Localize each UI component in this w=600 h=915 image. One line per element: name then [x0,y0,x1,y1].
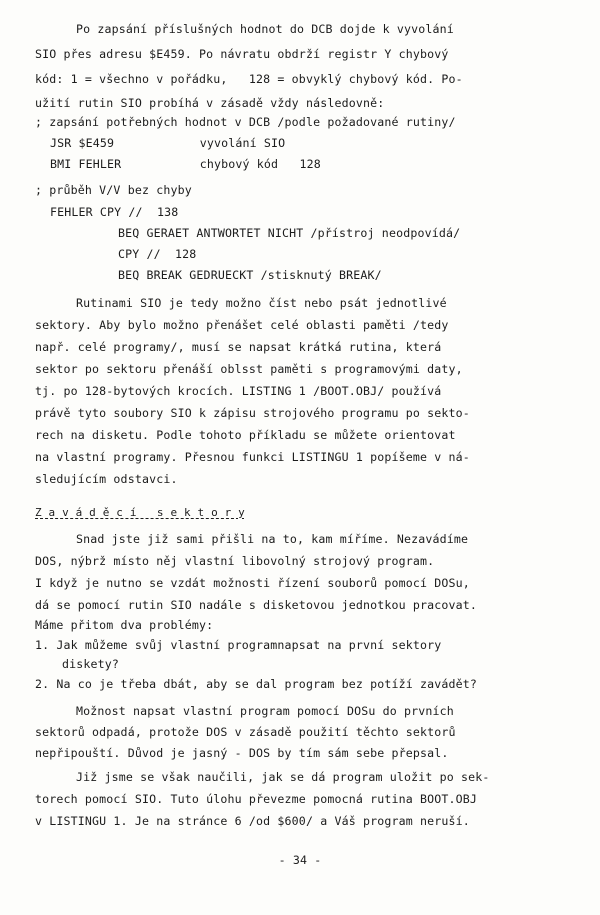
code-comment-line-2: ; průběh V/V bez chyby [35,183,192,197]
para3-line-3: nepřipouští. Důvod je jasný - DOS by tím sám sebe přepsal. [35,746,449,760]
para1-line-9: sledujícím odstavci. [35,472,178,486]
code-fehler-line: FEHLER CPY // 138 [50,205,179,219]
intro-line-1: Po zapsání příslušných hodnot do DCB dojde k vyvolání [76,22,454,36]
para1-line-7: rech na disketu. Podle tohoto příkladu se můžete orientovat [35,428,456,442]
intro-line-3: kód: 1 = všechno v pořádku, 128 = obvyklý chybový kód. Po- [35,72,463,86]
page-number: - 34 - [278,853,322,867]
para1-line-5: tj. po 128-bytových krocích. LISTING 1 /BOOT.OBJ/ používá [35,384,442,398]
para1-line-4: sektor po sektoru přenáší oblsst paměti s programovými daty, [35,362,463,376]
intro-line-2: SIO přes adresu $E459. Po návratu obdrží registr Y chybový [35,47,449,61]
code-beq-geraet-line: BEQ GERAET ANTWORTET NICHT /přístroj neodpovídá/ [118,226,461,240]
para1-line-3: např. celé programy/, musí se napsat krátká rutina, která [35,340,442,354]
code-comment-line: ; zapsání potřebných hodnot v DCB /podle požadované rutiny/ [35,115,456,129]
code-jsr-line: JSR $E459 vyvolání SIO [50,136,286,150]
para3-line-2: sektorů odpadá, protože DOS v zásadě použití těchto sektorů [35,725,456,739]
para2-line-3: I když je nutno se vzdát možnosti řízení souborů pomocí DOSu, [35,576,470,590]
para1-line-8: na vlastní programy. Přesnou funkci LISTINGU 1 popíšeme v ná- [35,450,470,464]
para2-line-2: DOS, nýbrž místo něj vlastní libovolný strojový program. [35,554,435,568]
para2-line-5: Máme přitom dva problémy: [35,618,214,632]
para1-line-2: sektory. Aby bylo možno přenášet celé oblasti paměti /tedy [35,318,449,332]
para1-line-6: právě tyto soubory SIO k zápisu strojového programu po sekto- [35,406,470,420]
para4-line-1: Již jsme se však naučili, jak se dá program uložit po sek- [76,770,490,784]
code-beq-break-line: BEQ BREAK GEDRUECKT /stisknutý BREAK/ [118,268,382,282]
list-item-2: 2. Na co je třeba dbát, aby se dal program bez potíží zavádět? [35,677,478,691]
para4-line-2: torech pomocí SIO. Tuto úlohu převezme pomocná rutina BOOT.OBJ [35,792,478,806]
code-bmi-line: BMI FEHLER chybový kód 128 [50,157,321,171]
para3-line-1: Možnost napsat vlastní program pomocí DOSu do prvních [76,704,454,718]
section-heading: Z a v á d ě c í s e k t o r y [35,506,245,519]
para2-line-4: dá se pomocí rutin SIO nadále s disketovou jednotkou pracovat. [35,598,478,612]
para4-line-3: v LISTINGU 1. Je na stránce 6 /od $600/ a Váš program neruší. [35,814,470,828]
list-item-1-cont: diskety? [62,657,120,671]
code-cpy-line: CPY // 128 [118,247,197,261]
para1-line-1: Rutinami SIO je tedy možno číst nebo psát jednotlivé [76,296,447,310]
list-item-1: 1. Jak můžeme svůj vlastní programnapsat na první sektory [35,638,442,652]
para2-line-1: Snad jste již sami přišli na to, kam míříme. Nezavádíme [76,532,469,546]
intro-line-4: užití rutin SIO probíhá v zásadě vždy následovně: [35,96,385,110]
